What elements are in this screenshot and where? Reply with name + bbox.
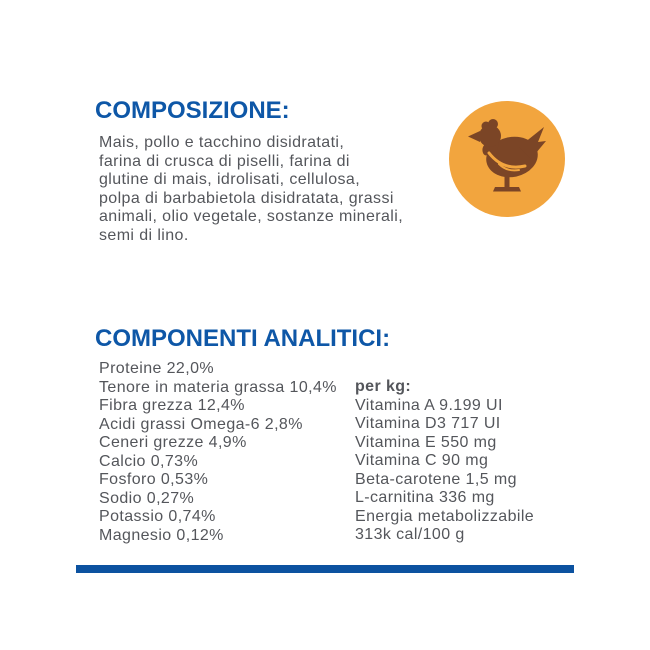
composition-line: glutine di mais, idrolisati, cellulosa,	[99, 171, 361, 188]
analytics-item: L-carnitina 336 mg	[355, 489, 495, 506]
composition-line: animali, olio vegetale, sostanze minerali,	[99, 208, 404, 225]
analytics-item: Beta-carotene 1,5 mg	[355, 470, 517, 488]
analytics-item: Energia metabolizzabile	[355, 507, 535, 525]
analytics-item: Vitamina D3 717 UI	[355, 415, 501, 432]
analytics-right-column	[355, 378, 534, 545]
analytics-item: Fosforo 0,53%	[99, 471, 209, 488]
composition-line: Mais, pollo e tacchino disidratati,	[99, 134, 345, 151]
ingredient-badge	[449, 101, 565, 217]
analytics-item: Acidi grassi Omega-6 2,8%	[99, 415, 303, 433]
analytics-item: Sodio 0,27%	[99, 489, 195, 507]
analytics-item: Magnesio 0,12%	[99, 526, 224, 544]
analytics-item: Proteine 22,0%	[99, 360, 215, 377]
analytics-item: Calcio 0,73%	[99, 452, 199, 470]
per-kg-label: per kg:	[355, 378, 412, 395]
analytics-item: Vitamina C 90 mg	[355, 452, 489, 469]
analytics-item: Potassio 0,74%	[99, 508, 216, 525]
composition-line: polpa di barbabietola disidratata, grassi	[99, 189, 394, 207]
analytics-item: Fibra grezza 12,4%	[99, 397, 245, 414]
composition-line: farina di crusca di piselli, farina di	[99, 152, 350, 170]
analytics-heading: COMPONENTI ANALITICI:	[95, 325, 391, 352]
analytics-left-column	[99, 360, 337, 545]
composition-text	[99, 134, 403, 245]
analytics-item: Ceneri grezze 4,9%	[99, 434, 247, 451]
chicken-icon	[449, 101, 565, 217]
analytics-item: Tenore in materia grassa 10,4%	[99, 378, 337, 396]
composition-line: semi di lino.	[99, 226, 189, 244]
analytics-item: Vitamina A 9.199 UI	[355, 396, 503, 414]
composition-heading: COMPOSIZIONE:	[95, 97, 290, 124]
footer-divider-bar	[76, 565, 574, 573]
analytics-item: Vitamina E 550 mg	[355, 433, 497, 451]
analytics-item: 313k cal/100 g	[355, 526, 465, 543]
